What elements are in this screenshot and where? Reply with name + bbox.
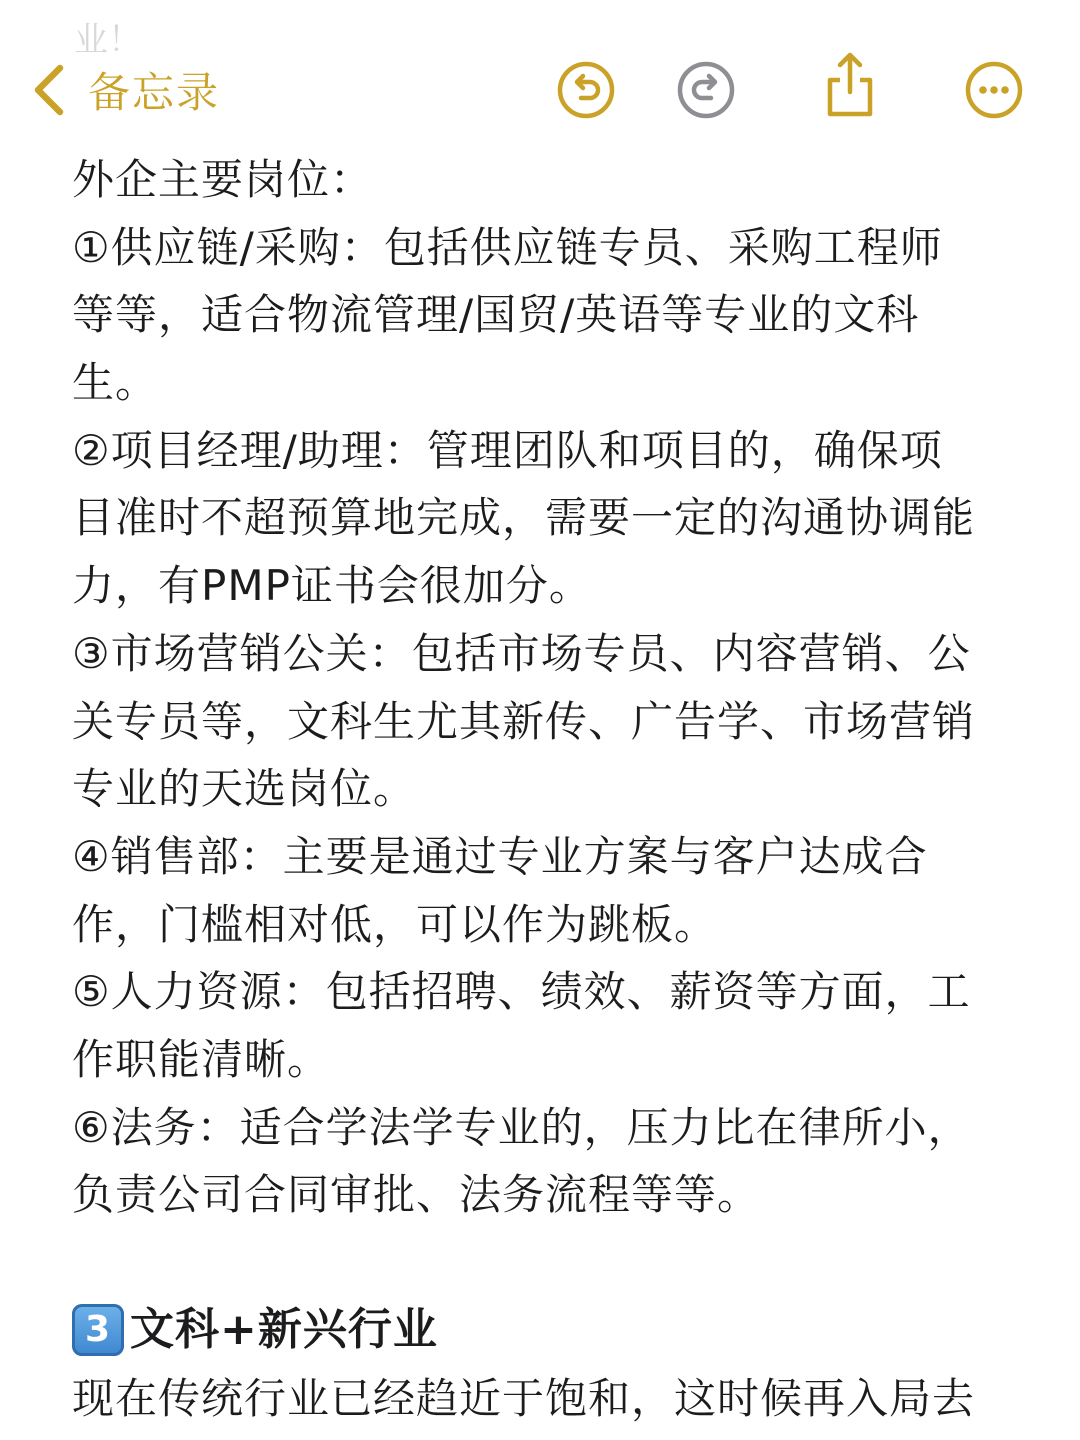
status-bar-fragment: 业！ — [74, 20, 142, 60]
note-line: 专业的天选岗位。 — [72, 764, 417, 814]
undo-button[interactable] — [554, 58, 618, 122]
note-line: 生。 — [72, 358, 159, 408]
chevron-left-icon — [30, 62, 70, 118]
note-line: 等等，适合物流管理/国贸/英语等专业的文科 — [72, 290, 920, 340]
keycap-number-icon: 3 — [72, 1304, 124, 1356]
more-button[interactable] — [962, 58, 1026, 122]
share-button[interactable] — [818, 58, 882, 122]
note-line: ③市场营销公关：包括市场专员、内容营销、公 — [72, 628, 971, 678]
section-heading — [72, 1295, 1012, 1365]
note-line: ⑥法务：适合学法学专业的，压力比在律所小， — [72, 1102, 971, 1152]
note-line: 关专员等，文科生尤其新传、广告学、市场营销 — [72, 696, 976, 746]
section-title: 文科+新兴行业 — [130, 1304, 438, 1355]
redo-icon — [674, 58, 738, 122]
undo-icon — [554, 58, 618, 122]
note-line: 力，有PMP证书会很加分。 — [72, 561, 592, 611]
back-label: 备忘录 — [88, 68, 221, 117]
note-line: ②项目经理/助理：管理团队和项目的，确保项 — [72, 425, 943, 475]
note-line: 作职能清晰。 — [72, 1034, 331, 1084]
note-line: 现在传统行业已经趋近于饱和，这时候再入局去 — [72, 1374, 976, 1423]
note-line: 负责公司合同审批、法务流程等等。 — [72, 1170, 761, 1220]
note-line: ①供应链/采购：包括供应链专员、采购工程师 — [72, 222, 943, 272]
blank-line — [72, 1229, 1012, 1295]
note-line: ④销售部：主要是通过专业方案与客户达成合 — [72, 831, 928, 881]
back-button[interactable] — [30, 52, 220, 128]
more-icon — [962, 58, 1026, 122]
navigation-bar — [0, 52, 1080, 128]
share-icon — [818, 50, 882, 120]
note-line: 作，门槛相对低，可以作为跳板。 — [72, 899, 718, 949]
note-line: 目准时不超预算地完成，需要一定的沟通协调能 — [72, 493, 976, 543]
note-line: ⑤人力资源：包括招聘、绩效、薪资等方面，工 — [72, 967, 971, 1017]
redo-button[interactable] — [674, 58, 738, 122]
note-body[interactable] — [72, 146, 1012, 1433]
note-intro: 外企主要岗位： — [72, 155, 374, 204]
